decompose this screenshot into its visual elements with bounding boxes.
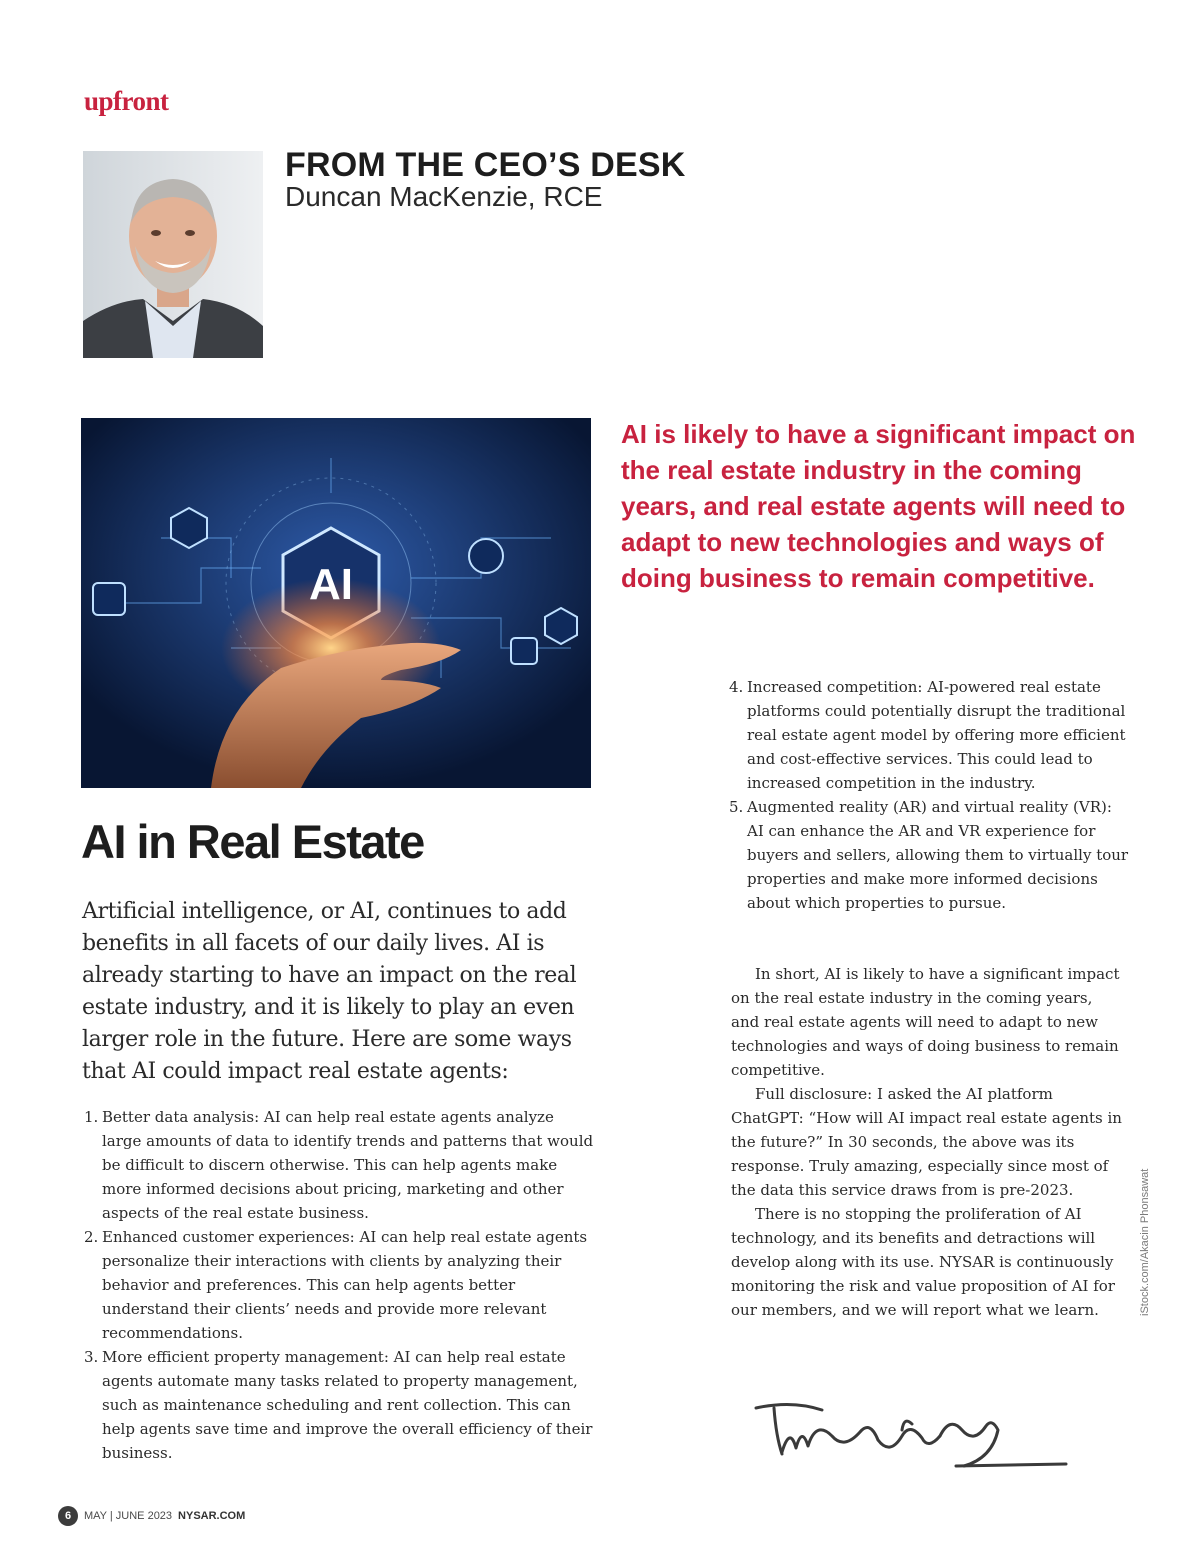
- column-author: Duncan MacKenzie, RCE: [285, 181, 603, 212]
- signature: [752, 1396, 1068, 1476]
- numbered-list-right: [729, 675, 1129, 915]
- article-body-right: [731, 962, 1123, 1322]
- paragraph: There is no stopping the proliferation of AI technology, and its benefits and detractions will develop along with its use. NYSAR is continuously monitoring the risk and value proposition of AI for our members, and we will report what we learn.: [731, 1205, 1115, 1319]
- list-number: 2.: [84, 1228, 99, 1246]
- issue-date: MAY | JUNE 2023: [84, 1510, 173, 1522]
- page-footer: [58, 1506, 245, 1526]
- numbered-list-left: [84, 1105, 596, 1465]
- list-item: [84, 1225, 596, 1345]
- list-text: Increased competition: AI-powered real estate platforms could potentially disrupt the traditional real estate agent model by offering more efficient and cost-effective services. This could lead to increased competition in the industry.: [747, 678, 1126, 792]
- list-number: 5.: [729, 798, 744, 816]
- list-item: [729, 795, 1129, 915]
- site-name: NYSAR.COM: [178, 1510, 246, 1522]
- ai-badge-text: AI: [309, 560, 353, 609]
- list-item: [84, 1105, 596, 1225]
- list-text: Augmented reality (AR) and virtual reality (VR): AI can enhance the AR and VR experience for buyers and sellers, allowing them to virtually tour properties and make more informed decisions about which properties to pursue.: [747, 798, 1129, 912]
- list-number: 1.: [84, 1108, 99, 1126]
- pull-quote: AI is likely to have a significant impact on the real estate industry in the coming years, and real estate agents will need to adapt to new technologies and ways of doing business to remain competitive.: [621, 419, 1136, 593]
- section-tag: upfront: [84, 86, 169, 116]
- list-number: 4.: [729, 678, 744, 696]
- article-intro: Artificial intelligence, or AI, continues to add benefits in all facets of our daily lives. AI is already starting to have an impact on the real estate industry, and it is likely to play an even larger role in the future. Here are some ways that AI could impact real estate agents:: [82, 899, 577, 1084]
- photo-credit: iStock.com/Akacin Phonsawat: [1139, 1168, 1151, 1316]
- list-text: Enhanced customer experiences: AI can help real estate agents personalize their interactions with clients by analyzing their behavior and preferences. This can help agents better understand their clients’ needs and provide more relevant recommendations.: [102, 1228, 588, 1342]
- list-text: More efficient property management: AI can help real estate agents automate many tasks related to property management, such as maintenance scheduling and rent collection. This can help agents save time and improve the overall efficiency of their business.: [102, 1348, 593, 1462]
- list-item: [84, 1345, 596, 1465]
- ai-hero-image: [81, 418, 591, 788]
- list-item: [729, 675, 1129, 795]
- column-title: FROM THE CEO’S DESK: [285, 146, 686, 184]
- paragraph: Full disclosure: I asked the AI platform ChatGPT: “How will AI impact real estate agents in the future?” In 30 seconds, the above was its response. Truly amazing, especially since most of the data this service draws from is pre-2023.: [731, 1085, 1122, 1199]
- ceo-portrait: [83, 151, 263, 358]
- list-text: Better data analysis: AI can help real estate agents analyze large amounts of data to identify trends and patterns that would be difficult to discern otherwise. This can help agents make more informed decisions about pricing, marketing and other aspects of the real estate business.: [102, 1108, 594, 1222]
- list-number: 3.: [84, 1348, 99, 1366]
- article-title: AI in Real Estate: [81, 815, 424, 868]
- page-number: 6: [58, 1506, 78, 1526]
- paragraph: In short, AI is likely to have a significant impact on the real estate industry in the coming years, and real estate agents will need to adapt to new technologies and ways of doing business to remain competitive.: [731, 965, 1120, 1079]
